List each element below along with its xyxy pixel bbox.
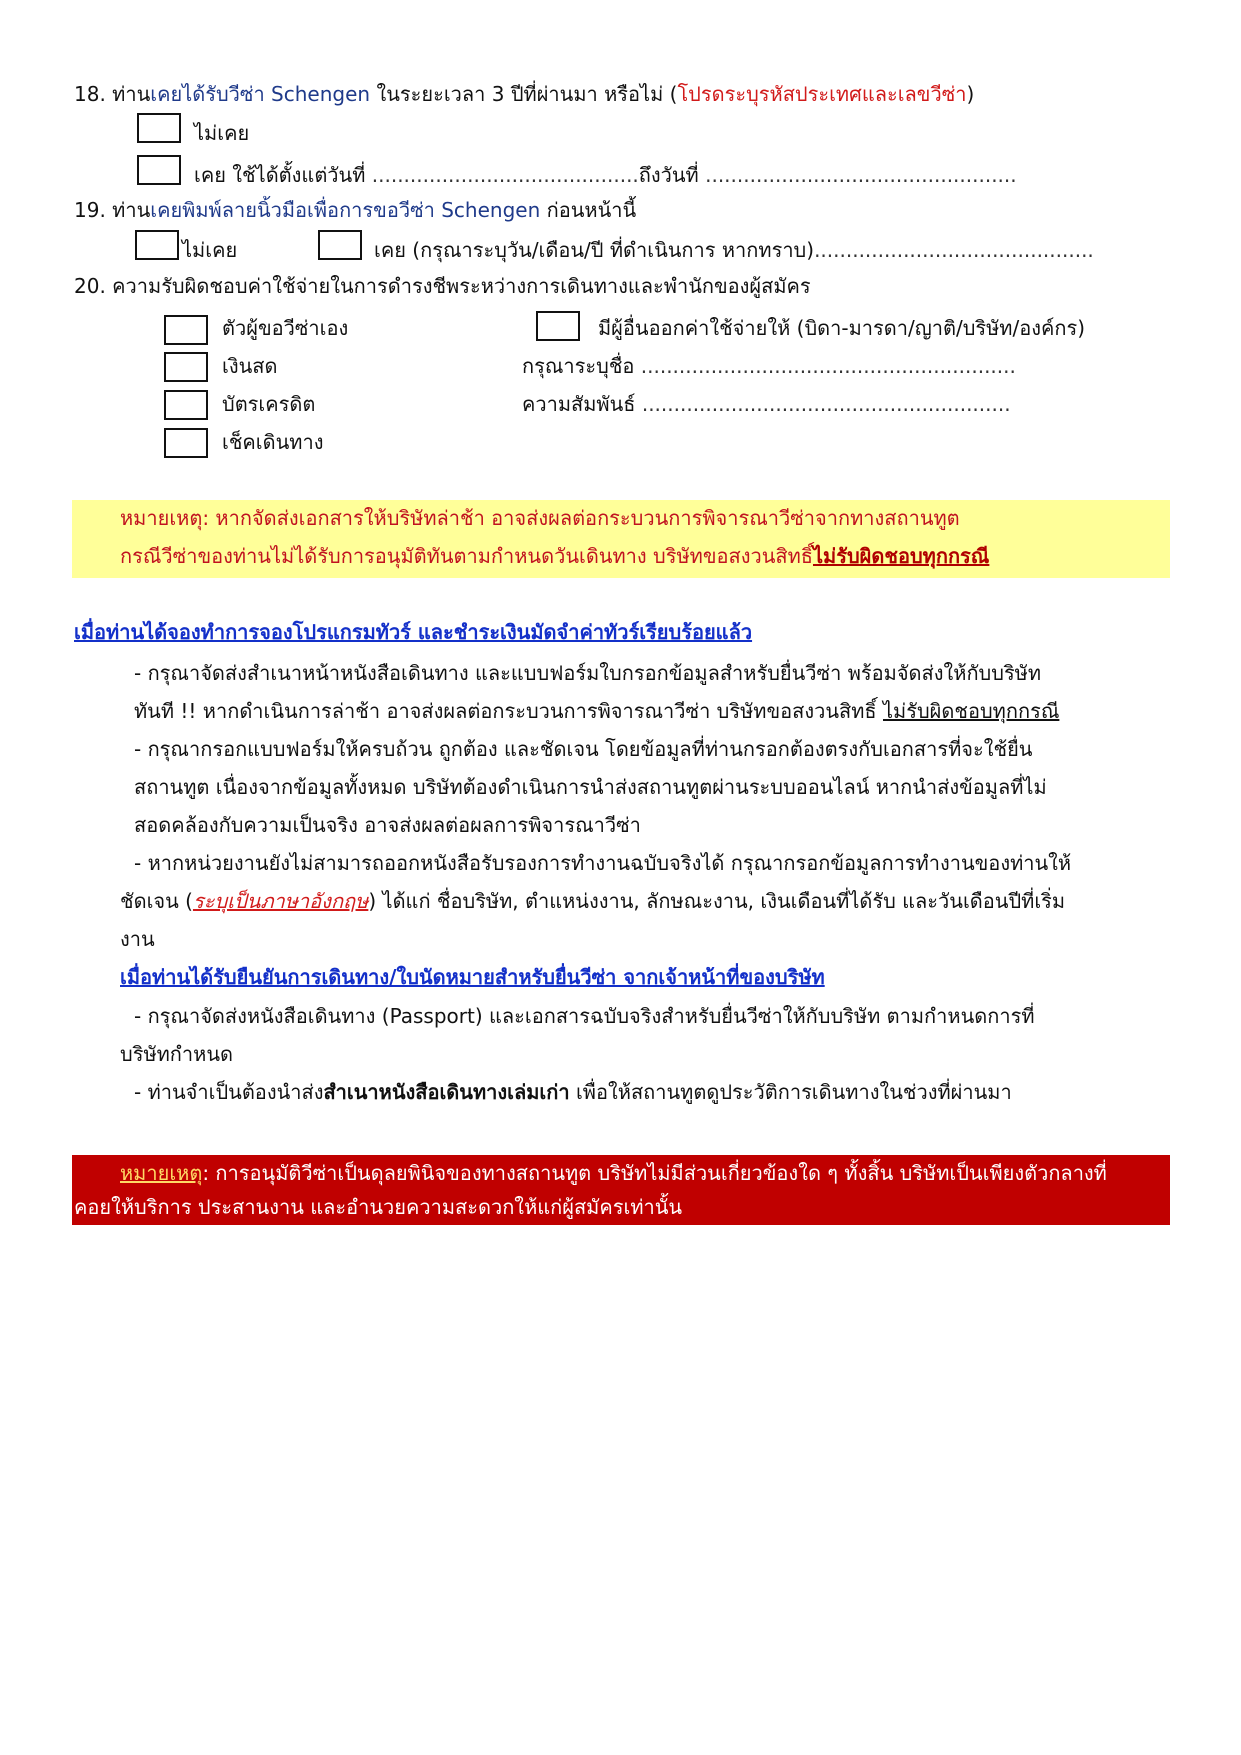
q19-never-label: ไม่เคย [182,238,238,262]
visa-approval-disclaimer [72,1155,1170,1225]
q20-other-checkbox[interactable] [536,311,580,341]
q19-ever-line: เคย (กรุณาระบุวัน/เดือน/ปี ที่ดำเนินการ หากทราบ)............................................ [374,238,1094,262]
section1-bullet3-line3: งาน [120,927,155,951]
disclaimer-line1: หมายเหตุ: การอนุมัติวีซ่าเป็นดุลยพินิจของทางสถานทูต บริษัทไม่มีส่วนเกี่ยวข้องใด ๆ ทั้งสิ้น บริษัทเป็นเพียงตัวกลางที่ [120,1161,1107,1185]
q20-self-checkbox[interactable] [164,315,208,345]
section1-bullet2-line3: สอดคล้องกับความเป็นจริง อาจส่งผลต่อผลการพิจารณาวีซ่า [134,813,641,837]
q18-ever-line: เคย ใช้ได้ตั้งแต่วันที่ ..........................................ถึงวันที่ ................................................. [194,163,1017,187]
q18-never-label: ไม่เคย [194,121,250,145]
q20-self-label: ตัวผู้ขอวีซ่าเอง [222,316,349,340]
q18-never-checkbox[interactable] [137,113,181,143]
q18-ever-checkbox[interactable] [137,155,181,185]
section2-bullet1-line2: บริษัทกำหนด [120,1042,233,1066]
section1-bullet3-line2: ชัดเจน (ระบุเป็นภาษาอังกฤษ) ได้แก่ ชื่อบริษัท, ตำแหน่งงาน, ลักษณะงาน, เงินเดือนที่ได้รับ และวันเดือนปีที่เริ่ม [120,889,1066,913]
q20-cheque-label: เช็คเดินทาง [222,430,324,454]
q20-question: 20. ความรับผิดชอบค่าใช้จ่ายในการดำรงชีพระหว่างการเดินทางและพำนักของผู้สมัคร [74,274,811,298]
q19-date-field[interactable]: ............................................ [814,238,1094,262]
q20-other-label: มีผู้อื่นออกค่าใช้จ่ายให้ (บิดา-มารดา/ญาติ/บริษัท/องค์กร) [598,316,1086,340]
q20-credit-checkbox[interactable] [164,390,208,420]
q18-to-date-field[interactable]: ................................................. [705,163,1017,187]
q20-relation-field[interactable]: .......................................................... [641,392,1011,416]
section1-bullet2-line1: - กรุณากรอกแบบฟอร์มให้ครบถ้วน ถูกต้อง และชัดเจน โดยข้อมูลที่ท่านกรอกต้องตรงกับเอกสารที่จะใช้ยื่น [134,737,1033,761]
section1-bullet1-line2: ทันที !! หากดำเนินการล่าช้า อาจส่งผลต่อกระบวนการพิจารณาวีซ่า บริษัทขอสงวนสิทธิ์ ไม่รับผิดชอบทุกกรณี [134,699,1060,723]
late-note-line2: กรณีวีซ่าของท่านไม่ได้รับการอนุมัติทันตามกำหนดวันเดินทาง บริษัทขอสงวนสิทธิ์ไม่รับผิดชอบทุกกรณี [120,544,990,568]
q20-cheque-checkbox[interactable] [164,428,208,458]
q18-question: 18. ท่านเคยได้รับวีซ่า Schengen ในระยะเวลา 3 ปีที่ผ่านมา หรือไม่ (โปรดระบุรหัสประเทศและเลขวีซ่า) [74,82,975,106]
q20-cash-label: เงินสด [222,354,278,378]
q20-name-line: กรุณาระบุชื่อ ........................................................... [522,354,1016,378]
q19-ever-checkbox[interactable] [318,230,362,260]
q20-credit-label: บัตรเครดิต [222,392,316,416]
disclaimer-line2: คอยให้บริการ ประสานงาน และอำนวยความสะดวกให้แก่ผู้สมัครเท่านั้น [74,1195,683,1219]
section2-bullet1-line1: - กรุณาจัดส่งหนังสือเดินทาง (Passport) และเอกสารฉบับจริงสำหรับยื่นวีซ่าให้กับบริษัท ตามกำหนดการที่ [134,1004,1035,1028]
q19-never-checkbox[interactable] [135,230,179,260]
section-confirmation-heading: เมื่อท่านได้รับยืนยันการเดินทาง/ใบนัดหมายสำหรับยื่นวีซ่า จากเจ้าหน้าที่ของบริษัท [120,965,825,989]
section2-bullet2: - ท่านจำเป็นต้องนำส่งสำเนาหนังสือเดินทางเล่มเก่า เพื่อให้สถานทูตดูประวัติการเดินทางในช่วงที่ผ่านมา [134,1080,1012,1104]
section1-bullet3-line1: - หากหน่วยงานยังไม่สามารถออกหนังสือรับรองการทำงานฉบับจริงได้ กรุณากรอกข้อมูลการทำงานของท่านให้ [134,851,1072,875]
section-after-booking-heading: เมื่อท่านได้จองทำการจองโปรแกรมทัวร์ และชำระเงินมัดจำค่าทัวร์เรียบร้อยแล้ว [74,620,753,644]
q20-relation-line: ความสัมพันธ์ .......................................................... [522,392,1011,416]
q20-cash-checkbox[interactable] [164,352,208,382]
q18-from-date-field[interactable]: .......................................... [371,163,639,187]
q19-question: 19. ท่านเคยพิมพ์ลายนิ้วมือเพื่อการขอวีซ่า Schengen ก่อนหน้านี้ [74,198,637,222]
late-note-line1: หมายเหตุ: หากจัดส่งเอกสารให้บริษัทล่าช้า อาจส่งผลต่อกระบวนการพิจารณาวีซ่าจากทางสถานทูต [120,506,960,530]
section1-bullet2-line2: สถานทูต เนื่องจากข้อมูลทั้งหมด บริษัทต้องดำเนินการนำส่งสถานทูตผ่านระบบออนไลน์ หากนำส่งข้อมูลที่ไม่ [134,775,1047,799]
section1-bullet1-line1: - กรุณาจัดส่งสำเนาหน้าหนังสือเดินทาง และแบบฟอร์มใบกรอกข้อมูลสำหรับยื่นวีซ่า พร้อมจัดส่งให้กับบริษัท [134,661,1042,685]
q20-name-field[interactable]: ........................................................... [640,354,1016,378]
late-document-note [72,500,1170,578]
